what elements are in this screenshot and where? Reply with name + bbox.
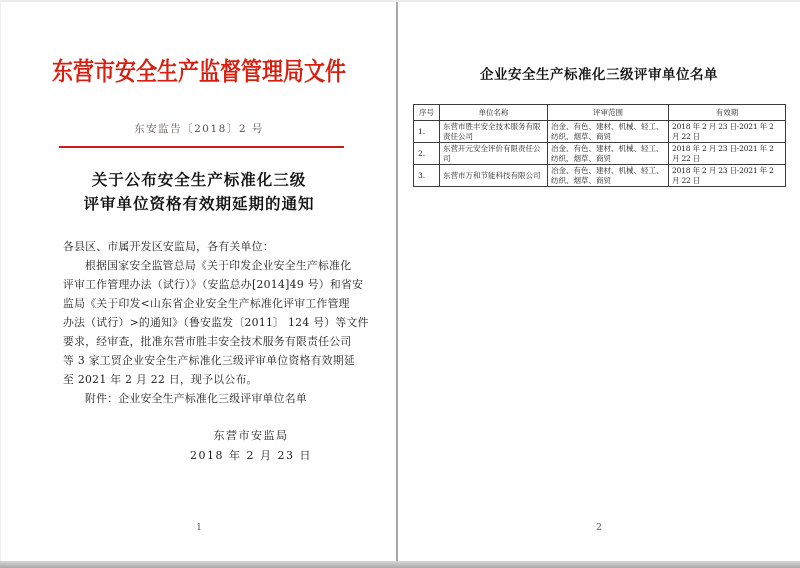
table-row	[414, 121, 786, 143]
horizontal-scrollbar[interactable]	[0, 561, 800, 568]
body-line: 各县区、市属开发区安监局，各有关单位：	[63, 240, 274, 253]
cell-review-scope: 冶金、有色、建材、机械、轻工、纺织、烟草、商贸	[548, 165, 669, 187]
sign-date: 2018 年 2 月 23 日	[190, 449, 312, 462]
body-line: 至 2021 年 2 月 22 日，现予以公布。	[63, 373, 258, 386]
cell-review-scope: 冶金、有色、建材、机械、轻工、纺织、烟草、商贸	[548, 121, 669, 143]
page-1	[0, 2, 397, 561]
page-number-2: 2	[596, 523, 602, 533]
units-table	[413, 104, 786, 187]
review-units-table	[413, 104, 786, 187]
cell-validity-period: 2018 年 2 月 23 日-2021 年 2 月 22 日	[669, 165, 786, 187]
notice-title	[1, 168, 397, 216]
attachment-title: 企业安全生产标准化三级评审单位名单	[480, 67, 718, 83]
cell-unit-name: 东营市胜丰安全技术服务有限责任公司	[440, 121, 548, 143]
body-line: 要求，经审查，批准东营市胜丰安全技术服务有限责任公司	[63, 335, 352, 348]
red-divider-rule	[59, 146, 344, 148]
body-line: 办法（试行）>的通知》（鲁安监发〔2011〕 124 号）等文件	[63, 316, 369, 329]
body-line: 根据国家安全监管总局《关于印发企业安全生产标准化	[85, 259, 352, 272]
notice-title-line1: 关于公布安全生产标准化三级	[91, 170, 307, 189]
notice-body	[63, 237, 369, 408]
cell-no: 1.	[414, 121, 440, 143]
notice-title-line2: 评审单位资格有效期延期的通知	[83, 194, 315, 213]
signature-block	[151, 426, 351, 466]
cell-review-scope: 冶金、有色、建材、机械、轻工、纺织、烟草、商贸	[548, 143, 669, 165]
body-line: 监局《关于印发<山东省企业安全生产标准化评审工作管理	[63, 297, 350, 310]
cell-validity-period: 2018 年 2 月 23 日-2021 年 2 月 22 日	[669, 121, 786, 143]
table-row	[414, 165, 786, 187]
red-letterhead-title: 东营市安全生产监督管理局文件	[51, 57, 347, 86]
cell-validity-period: 2018 年 2 月 23 日-2021 年 2 月 22 日	[669, 143, 786, 165]
col-header-no: 序号	[414, 105, 440, 121]
col-header-validity: 有效期	[669, 105, 786, 121]
cell-unit-name: 东营市万和节能科技有限公司	[440, 165, 548, 187]
signer-name: 东营市安监局	[213, 429, 289, 442]
col-header-scope: 评审范围	[548, 105, 669, 121]
body-line: 等 3 家工贸企业安全生产标准化三级评审单位资格有效期延	[63, 354, 356, 367]
body-line: 附件：企业安全生产标准化三级评审单位名单	[85, 392, 307, 405]
body-line: 评审工作管理办法（试行）》（安监总办[2014]49 号）和省安	[63, 278, 364, 291]
cell-unit-name: 东营开元安全评价有限责任公司	[440, 143, 548, 165]
page-number-1: 1	[196, 523, 202, 533]
cell-no: 3.	[414, 165, 440, 187]
table-header-row	[414, 105, 786, 121]
document-number: 东安监告〔2018〕2 号	[134, 123, 264, 135]
page-2	[398, 2, 800, 561]
col-header-name: 单位名称	[440, 105, 548, 121]
table-row	[414, 143, 786, 165]
cell-no: 2.	[414, 143, 440, 165]
